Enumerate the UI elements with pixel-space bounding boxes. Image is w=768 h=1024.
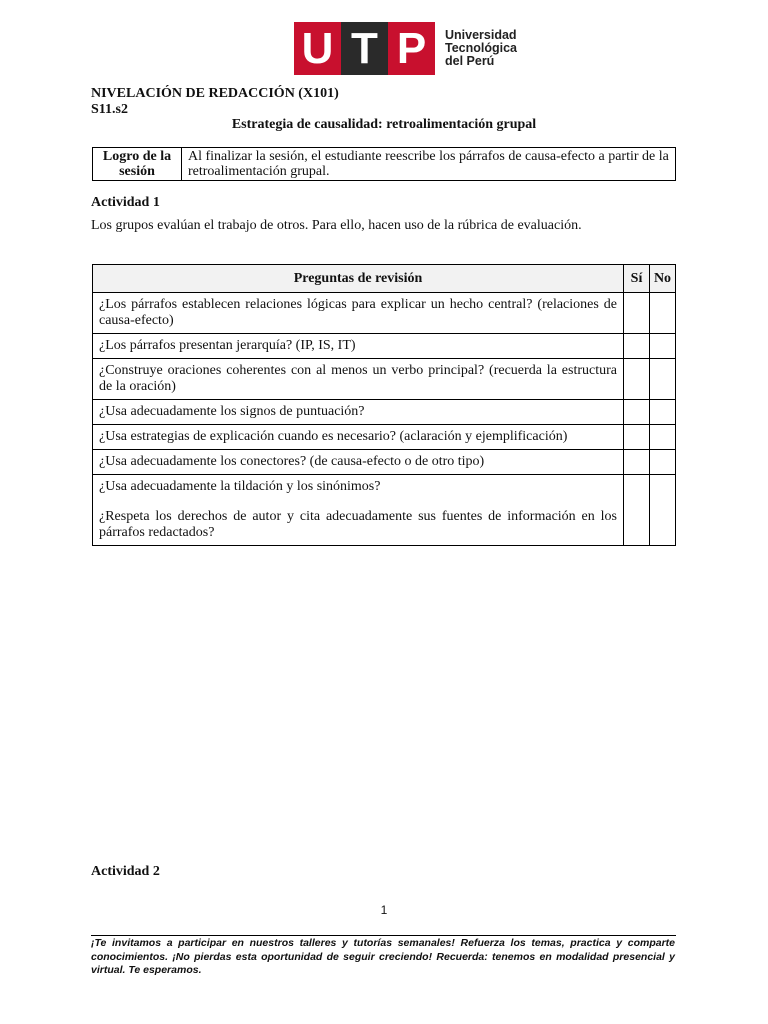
rubric-yes-cell[interactable] <box>624 334 650 359</box>
session-goal-label-line1: Logro de la <box>102 149 172 164</box>
rubric-no-cell[interactable] <box>650 425 676 450</box>
logo-letter-t: T <box>341 22 388 75</box>
logo-letter-p: P <box>396 23 427 73</box>
logo-line-3: del Perú <box>445 54 495 68</box>
course-title: NIVELACIÓN DE REDACCIÓN (X101) <box>91 86 339 101</box>
rubric-header-yes: Sí <box>624 265 650 293</box>
rubric-no-cell[interactable] <box>650 400 676 425</box>
rubric-question: ¿Usa estrategias de explicación cuando es necesario? (aclaración y ejemplificación) <box>93 425 624 450</box>
rubric-row <box>93 475 676 546</box>
rubric-question: ¿Los párrafos establecen relaciones lógicas para explicar un hecho central? (relaciones de causa-efecto) <box>93 293 624 334</box>
rubric-yes-cell[interactable] <box>624 450 650 475</box>
rubric-question-gap <box>99 495 617 509</box>
rubric-header-row <box>93 265 676 293</box>
rubric-question: ¿Usa adecuadamente los signos de puntuación? <box>93 400 624 425</box>
rubric-no-cell[interactable] <box>650 450 676 475</box>
rubric-header-no: No <box>650 265 676 293</box>
rubric-yes-cell[interactable] <box>624 359 650 400</box>
rubric-row <box>93 359 676 400</box>
rubric-row <box>93 334 676 359</box>
logo-line-2: Tecnológica <box>445 41 518 55</box>
rubric-row <box>93 400 676 425</box>
logo-letter-u: U <box>301 23 334 73</box>
footer-note: ¡Te invitamos a participar en nuestros talleres y tutorías semanales! Refuerza los temas, practica y comparte conocimientos. ¡No pierdas esta oportunidad de seguir creciendo! Recuerda: tenemos en modalidad presencial y virtual. Te esperamos. <box>91 937 675 976</box>
rubric-no-cell[interactable] <box>650 359 676 400</box>
rubric-question-part-2: ¿Respeta los derechos de autor y cita adecuadamente sus fuentes de información en los párrafos redactados? <box>99 509 617 540</box>
logo-line-1: Universidad <box>445 28 517 42</box>
rubric-question: ¿Construye oraciones coherentes con al menos un verbo principal? (recuerda la estructura de la oración) <box>93 359 624 400</box>
utp-logo <box>294 22 517 75</box>
session-code: S11.s2 <box>91 102 128 117</box>
rubric-row <box>93 450 676 475</box>
rubric-row <box>93 425 676 450</box>
rubric-header-questions: Preguntas de revisión <box>93 265 624 293</box>
rubric-question: ¿Los párrafos presentan jerarquía? (IP, IS, IT) <box>93 334 624 359</box>
rubric-yes-cell[interactable] <box>624 425 650 450</box>
session-goal-label <box>93 148 182 180</box>
rubric-question <box>93 475 624 546</box>
session-goal-table <box>92 147 676 181</box>
document-title: Estrategia de causalidad: retroalimentación grupal <box>231 117 537 132</box>
utp-logo-mark <box>294 22 435 75</box>
rubric-no-cell[interactable] <box>650 293 676 334</box>
session-goal-label-line2: sesión <box>119 164 155 179</box>
logo-wordmark <box>445 29 517 68</box>
rubric-yes-cell[interactable] <box>624 400 650 425</box>
activity-2-title: Actividad 2 <box>91 864 160 879</box>
rubric-row <box>93 293 676 334</box>
rubric-question-part-1: ¿Usa adecuadamente la tildación y los sinónimos? <box>99 479 381 494</box>
rubric-yes-cell[interactable] <box>624 475 650 546</box>
session-goal-text: Al finalizar la sesión, el estudiante reescribe los párrafos de causa-efecto a partir de la retroalimentación grupal. <box>188 149 669 179</box>
rubric-no-cell[interactable] <box>650 334 676 359</box>
activity-1-description: Los grupos evalúan el trabajo de otros. Para ello, hacen uso de la rúbrica de evaluación. <box>91 218 582 233</box>
page-number: 1 <box>380 903 388 917</box>
footer-divider <box>91 935 676 936</box>
rubric-no-cell[interactable] <box>650 475 676 546</box>
rubric-yes-cell[interactable] <box>624 293 650 334</box>
rubric-question: ¿Usa adecuadamente los conectores? (de causa-efecto o de otro tipo) <box>93 450 624 475</box>
activity-1-title: Actividad 1 <box>91 195 160 210</box>
evaluation-rubric-table <box>92 264 676 546</box>
